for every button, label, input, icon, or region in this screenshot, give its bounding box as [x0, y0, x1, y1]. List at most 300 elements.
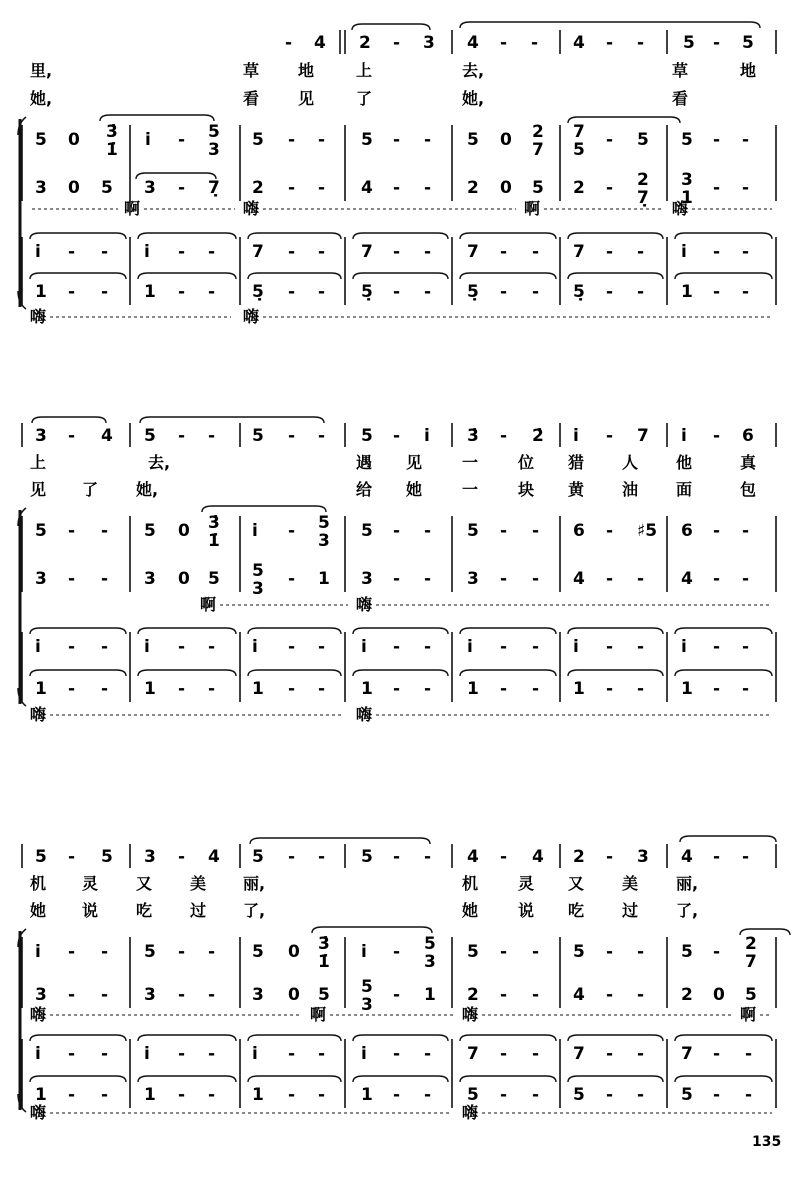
melody-note: 7 — [637, 426, 649, 446]
tenor-note: i — [35, 242, 41, 262]
tenor-note: - — [101, 1044, 109, 1064]
lyric-verse-2: 过 — [622, 901, 639, 920]
tenor-note: 7 — [361, 242, 373, 262]
bass-note: - — [68, 1085, 76, 1105]
alto-note: 3 — [144, 569, 156, 589]
melody-note: - — [393, 426, 401, 446]
melody-slur — [250, 838, 430, 844]
soprano-note: 5 — [467, 130, 479, 150]
tenor-slur — [30, 628, 126, 634]
bass-note: 5̣ — [361, 282, 373, 302]
tenor-note: i — [252, 637, 258, 657]
tenor-slur — [248, 628, 341, 634]
tenor-slur — [460, 1035, 556, 1041]
alto-note: 3 — [467, 569, 479, 589]
choir-syllable-sa: 啊 — [740, 1005, 757, 1024]
bass-slur — [460, 273, 556, 279]
alto-note: - — [68, 569, 76, 589]
tenor-note: - — [393, 1044, 401, 1064]
lyric-verse-2: 油 — [622, 480, 639, 499]
bass-slur — [248, 1076, 341, 1082]
soprano-note: - — [424, 130, 432, 150]
tenor-slur — [460, 628, 556, 634]
bass-note: - — [606, 1085, 614, 1105]
bass-slur — [675, 273, 772, 279]
tenor-slur — [675, 628, 772, 634]
melody-note: - — [285, 33, 293, 53]
choir-syllable-sa: 嗨 — [30, 1005, 47, 1024]
melody-note: 6 — [742, 426, 754, 446]
bass-note: 1 — [681, 282, 693, 302]
bass-note: - — [742, 679, 750, 699]
melody-note: 3 — [35, 426, 47, 446]
tenor-slur — [353, 1035, 448, 1041]
tenor-note: - — [637, 242, 645, 262]
alto-note: - — [713, 569, 721, 589]
bass-slur — [353, 1076, 448, 1082]
tenor-note: - — [318, 1044, 326, 1064]
lyric-verse-1: 丽, — [676, 874, 699, 893]
soprano-note: - — [393, 521, 401, 541]
lyric-verse-2: 黄 — [568, 480, 585, 499]
melody-note: 5 — [361, 426, 373, 446]
tenor-note: i — [144, 1044, 150, 1064]
melody-note: 5 — [144, 426, 156, 446]
tenor-note: - — [288, 242, 296, 262]
melody-note: 5 — [252, 426, 264, 446]
lyric-verse-2: 了 — [82, 480, 99, 499]
alto-note: - — [637, 985, 645, 1005]
tenor-note: - — [713, 242, 721, 262]
soprano-note: 0 — [178, 521, 190, 541]
alto-note: 3 — [252, 579, 264, 599]
soprano-slur — [312, 927, 432, 933]
alto-note: - — [178, 985, 186, 1005]
soprano-note: 7 — [532, 140, 544, 160]
bass-note: - — [318, 679, 326, 699]
soprano-note: - — [532, 942, 540, 962]
alto-note: 2 — [467, 178, 479, 198]
tenor-note: - — [318, 637, 326, 657]
soprano-note: - — [713, 521, 721, 541]
lyric-verse-1: 地 — [740, 61, 757, 80]
melody-note: - — [393, 33, 401, 53]
soprano-note: i — [35, 942, 41, 962]
lyric-verse-2: 了, — [676, 901, 699, 920]
alto-note: - — [101, 569, 109, 589]
bass-slur — [568, 273, 663, 279]
alto-note: 3 — [144, 985, 156, 1005]
tenor-note: - — [500, 637, 508, 657]
alto-note: - — [288, 569, 296, 589]
bass-note: - — [318, 282, 326, 302]
lyric-verse-1: 又 — [136, 874, 153, 893]
bass-note: 1 — [144, 679, 156, 699]
bass-slur — [460, 1076, 556, 1082]
choir-syllable-tb: 嗨 — [243, 307, 260, 326]
tenor-note: - — [68, 637, 76, 657]
lyric-verse-2: 给 — [356, 480, 373, 499]
melody-note: 4 — [208, 847, 220, 867]
choir-syllable-tb: 嗨 — [356, 705, 373, 724]
alto-note: - — [393, 569, 401, 589]
lyric-verse-2: 说 — [82, 901, 99, 920]
soprano-note: 5 — [467, 521, 479, 541]
tenor-note: - — [393, 242, 401, 262]
soprano-note: 0 — [500, 130, 512, 150]
melody-note: - — [606, 33, 614, 53]
tenor-slur — [30, 1035, 126, 1041]
bass-slur — [30, 1076, 126, 1082]
alto-note: 5 — [208, 569, 220, 589]
lyric-verse-1: 灵 — [518, 874, 535, 893]
melody-note: - — [178, 426, 186, 446]
soprano-note: 3̇ — [106, 122, 118, 142]
lyric-verse-2: 了 — [356, 89, 373, 108]
bass-note: - — [500, 1085, 508, 1105]
melody-note: - — [318, 847, 326, 867]
choir-syllable-tb: 嗨 — [462, 1103, 479, 1122]
alto-note: 2 — [681, 985, 693, 1005]
bass-note: - — [500, 282, 508, 302]
bass-note: 1 — [252, 679, 264, 699]
choir-syllable-sa: 啊 — [524, 199, 541, 218]
bass-note: 1 — [361, 1085, 373, 1105]
bass-note: 1 — [144, 282, 156, 302]
tenor-note: - — [178, 637, 186, 657]
soprano-note: 3 — [208, 140, 220, 160]
alto-note: - — [742, 569, 750, 589]
tenor-slur — [568, 628, 663, 634]
bass-note: 1 — [361, 679, 373, 699]
bass-slur — [138, 1076, 236, 1082]
alto-note: 3 — [35, 985, 47, 1005]
soprano-note: - — [606, 130, 614, 150]
lyric-verse-1: 去, — [462, 61, 485, 80]
tenor-slur — [248, 1035, 341, 1041]
tenor-note: - — [606, 637, 614, 657]
tenor-note: - — [178, 242, 186, 262]
soprano-note: 5 — [144, 521, 156, 541]
bass-note: - — [208, 282, 216, 302]
melody-note: 4 — [573, 33, 585, 53]
melody-note: - — [288, 847, 296, 867]
soprano-note: - — [713, 130, 721, 150]
lyric-verse-1: 灵 — [82, 874, 99, 893]
lyric-verse-2: 她 — [30, 901, 47, 920]
soprano-note: 0 — [68, 130, 80, 150]
lyric-verse-1: 草 — [672, 61, 689, 80]
bass-note: - — [742, 282, 750, 302]
choir-syllable-tb: 嗨 — [30, 1103, 47, 1122]
melody-note: 3 — [144, 847, 156, 867]
alto-note: 2 — [573, 178, 585, 198]
tenor-note: - — [393, 637, 401, 657]
bass-note: - — [532, 679, 540, 699]
bass-note: - — [393, 282, 401, 302]
tenor-slur — [138, 1035, 236, 1041]
bass-note: - — [637, 679, 645, 699]
choir-syllable-tb: 嗨 — [30, 307, 47, 326]
soprano-note: - — [532, 521, 540, 541]
melody-note: 5 — [101, 847, 113, 867]
lyric-verse-1: 位 — [518, 453, 535, 472]
lyric-verse-1: 上 — [356, 61, 373, 80]
soprano-note: - — [500, 521, 508, 541]
soprano-note: 5 — [318, 513, 330, 533]
lyric-verse-1: 遇 — [356, 453, 373, 472]
soprano-note: 5 — [467, 942, 479, 962]
bass-slur — [353, 273, 448, 279]
bass-note: - — [424, 1085, 432, 1105]
bass-note: - — [178, 1085, 186, 1105]
alto-note: 5 — [318, 985, 330, 1005]
tenor-slur — [30, 233, 126, 239]
soprano-note: 1̇ — [106, 140, 118, 160]
tenor-slur — [353, 233, 448, 239]
tenor-note: - — [101, 637, 109, 657]
bass-slur — [30, 670, 126, 676]
choir-syllable-sa: 啊 — [124, 199, 141, 218]
soprano-note: 5 — [35, 521, 47, 541]
soprano-note: i — [145, 130, 151, 150]
alto-note: - — [178, 178, 186, 198]
bass-note: - — [178, 679, 186, 699]
tenor-note: - — [208, 242, 216, 262]
tenor-note: - — [68, 1044, 76, 1064]
bass-note: - — [101, 1085, 109, 1105]
tenor-slur — [675, 1035, 772, 1041]
melody-note: 5 — [742, 33, 754, 53]
alto-note: - — [424, 178, 432, 198]
lyric-verse-2: 她, — [136, 480, 159, 499]
bass-note: - — [424, 679, 432, 699]
alto-note: - — [532, 569, 540, 589]
tenor-note: 7 — [573, 1044, 585, 1064]
bass-note: - — [713, 282, 721, 302]
soprano-note: - — [208, 942, 216, 962]
lyric-verse-2: 她, — [462, 89, 485, 108]
tenor-note: - — [208, 637, 216, 657]
tenor-note: - — [318, 242, 326, 262]
soprano-note: - — [393, 130, 401, 150]
lyric-verse-1: 去, — [148, 453, 171, 472]
melody-note: - — [713, 426, 721, 446]
bass-note: 1 — [35, 282, 47, 302]
lyric-verse-2: 她 — [406, 480, 423, 499]
tenor-note: i — [361, 1044, 367, 1064]
bass-slur — [568, 670, 663, 676]
alto-note: 3 — [35, 178, 47, 198]
alto-note: 2 — [467, 985, 479, 1005]
choir-syllable-tb: 嗨 — [30, 705, 47, 724]
choir-syllable-sa: 啊 — [200, 595, 217, 614]
bass-note: - — [288, 679, 296, 699]
choir-syllable-sa: 嗨 — [356, 595, 373, 614]
alto-note: - — [606, 985, 614, 1005]
soprano-note: 5 — [361, 130, 373, 150]
bass-note: - — [288, 1085, 296, 1105]
soprano-note: - — [288, 130, 296, 150]
alto-note: 1 — [424, 985, 436, 1005]
soprano-note: - — [742, 521, 750, 541]
bass-slur — [353, 670, 448, 676]
bass-note: - — [68, 679, 76, 699]
soprano-note: - — [178, 942, 186, 962]
tenor-note: - — [742, 242, 750, 262]
soprano-note: - — [606, 521, 614, 541]
melody-note: 4 — [314, 33, 326, 53]
bass-note: - — [208, 1085, 216, 1105]
soprano-note: 1̇ — [208, 531, 220, 551]
lyric-verse-2: 面 — [676, 480, 693, 499]
soprano-note: 5 — [681, 130, 693, 150]
soprano-note: - — [101, 521, 109, 541]
melody-note: 4 — [681, 847, 693, 867]
alto-note: 3 — [35, 569, 47, 589]
alto-note: 3 — [361, 569, 373, 589]
melody-note: - — [500, 426, 508, 446]
lyric-verse-1: 真 — [740, 453, 757, 472]
bass-note: 1 — [467, 679, 479, 699]
choir-syllable-sa: 啊 — [310, 1005, 327, 1024]
melody-note: 2̇ — [532, 426, 544, 446]
bass-note: - — [713, 1085, 721, 1105]
bass-slur — [675, 670, 772, 676]
melody-note: 4 — [532, 847, 544, 867]
tenor-note: 7 — [467, 1044, 479, 1064]
bass-slur — [248, 670, 341, 676]
lyric-verse-2: 吃 — [136, 901, 153, 920]
soprano-slur — [100, 115, 214, 121]
bass-note: - — [606, 679, 614, 699]
alto-note: 2 — [637, 170, 649, 190]
alto-note: 5 — [252, 561, 264, 581]
alto-note: 3 — [144, 178, 156, 198]
soprano-note: - — [500, 942, 508, 962]
tenor-note: i — [573, 637, 579, 657]
lyric-verse-2: 说 — [518, 901, 535, 920]
tenor-note: - — [424, 1044, 432, 1064]
alto-note: 0 — [713, 985, 725, 1005]
melody-note: 3 — [423, 33, 435, 53]
lyric-verse-2: 看 — [243, 89, 260, 108]
soprano-note: 7 — [745, 952, 757, 972]
alto-note: 0 — [288, 985, 300, 1005]
soprano-note: 5 — [637, 130, 649, 150]
soprano-note: - — [424, 521, 432, 541]
tenor-note: i — [35, 637, 41, 657]
melody-note: - — [288, 426, 296, 446]
tenor-note: - — [101, 242, 109, 262]
soprano-note: 5 — [573, 942, 585, 962]
soprano-note: 3 — [318, 531, 330, 551]
alto-note: - — [318, 178, 326, 198]
tenor-slur — [138, 233, 236, 239]
tenor-note: - — [713, 1044, 721, 1064]
alto-note: 3 — [681, 170, 693, 190]
bass-note: 1 — [252, 1085, 264, 1105]
alto-note: 4 — [573, 569, 585, 589]
tenor-slur — [675, 233, 772, 239]
melody-note: - — [531, 33, 539, 53]
tenor-note: - — [532, 242, 540, 262]
melody-note: 2 — [359, 33, 371, 53]
melody-note: - — [178, 847, 186, 867]
tenor-note: i — [681, 242, 687, 262]
tenor-note: 7 — [573, 242, 585, 262]
soprano-note: 3 — [424, 952, 436, 972]
melody-note: - — [393, 847, 401, 867]
lyric-verse-2: 她 — [462, 901, 479, 920]
soprano-note: 3̇ — [208, 513, 220, 533]
tenor-note: - — [742, 637, 750, 657]
tenor-note: - — [637, 1044, 645, 1064]
bass-note: - — [208, 679, 216, 699]
lyric-verse-1: 丽, — [243, 874, 266, 893]
alto-note: 5 — [361, 977, 373, 997]
alto-note: 1 — [318, 569, 330, 589]
tenor-note: - — [178, 1044, 186, 1064]
alto-note: - — [500, 569, 508, 589]
tenor-note: - — [68, 242, 76, 262]
alto-note: 5 — [101, 178, 113, 198]
bass-note: 1 — [573, 679, 585, 699]
bass-note: - — [637, 1085, 645, 1105]
soprano-note: - — [68, 942, 76, 962]
melody-note: 3 — [637, 847, 649, 867]
tenor-note: - — [424, 242, 432, 262]
lyric-verse-2: 见 — [298, 89, 315, 108]
melody-note: - — [606, 426, 614, 446]
soprano-note: ♯5 — [637, 521, 658, 541]
lyric-verse-1: 一 — [462, 453, 479, 472]
melody-note: - — [68, 426, 76, 446]
lyric-verse-1: 上 — [30, 453, 47, 472]
tenor-slur — [568, 233, 663, 239]
soprano-slur — [202, 506, 326, 512]
choir-syllable-sa: 嗨 — [462, 1005, 479, 1024]
lyric-verse-1: 美 — [190, 874, 207, 893]
lyric-verse-1: 地 — [298, 61, 315, 80]
alto-note: 2 — [252, 178, 264, 198]
alto-note: 0 — [500, 178, 512, 198]
melody-slur — [680, 836, 776, 842]
bass-note: 5̣ — [467, 282, 479, 302]
alto-note: - — [288, 178, 296, 198]
alto-note: - — [606, 178, 614, 198]
bass-slur — [248, 273, 341, 279]
soprano-note: - — [318, 130, 326, 150]
lyric-verse-2: 看 — [672, 89, 689, 108]
melody-note: - — [713, 33, 721, 53]
tenor-note: - — [606, 242, 614, 262]
lyric-verse-1: 机 — [30, 874, 47, 893]
tenor-note: - — [500, 242, 508, 262]
bass-slur — [568, 1076, 663, 1082]
page-number: 135 — [752, 1134, 782, 1150]
soprano-note: 1̇ — [318, 952, 330, 972]
soprano-note: - — [393, 942, 401, 962]
soprano-note: 0 — [288, 942, 300, 962]
soprano-note: 5 — [208, 122, 220, 142]
tenor-slur — [460, 233, 556, 239]
melody-slur — [460, 22, 760, 28]
bass-note: - — [532, 1085, 540, 1105]
alto-note: - — [532, 985, 540, 1005]
tenor-note: i — [252, 1044, 258, 1064]
lyric-verse-2: 过 — [190, 901, 207, 920]
